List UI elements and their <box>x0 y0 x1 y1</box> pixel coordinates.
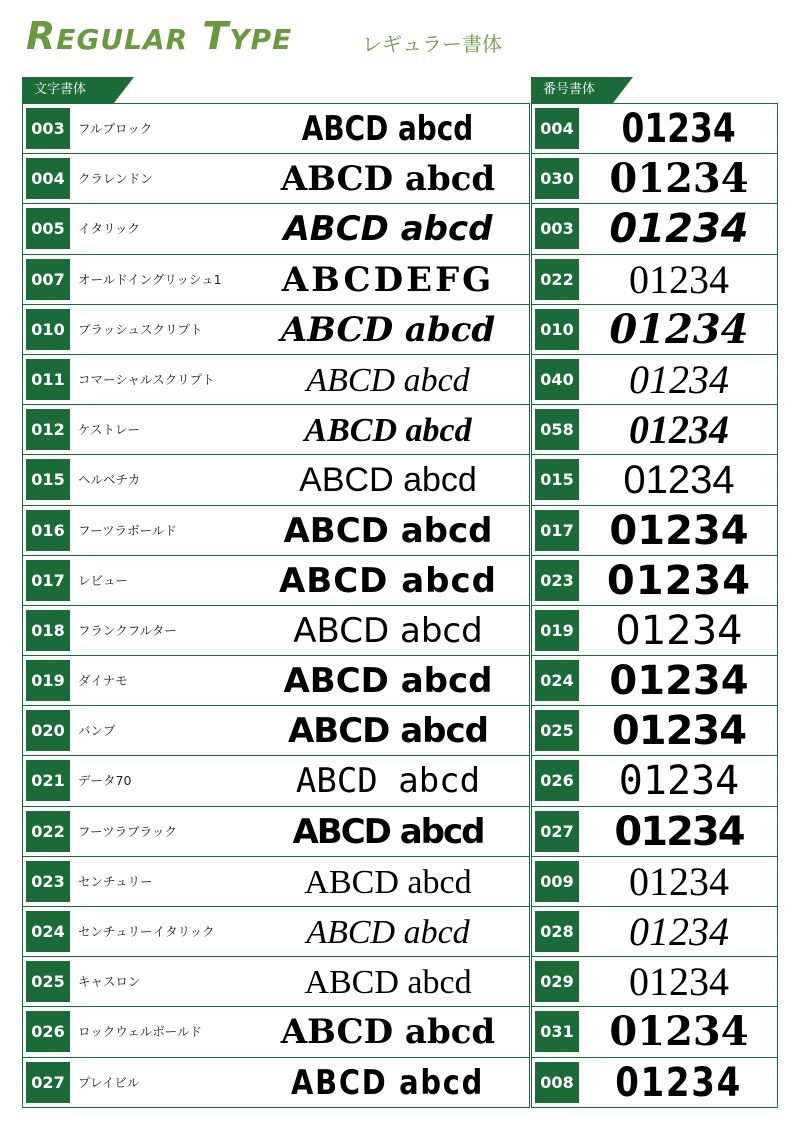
number-sample <box>584 807 774 857</box>
number-sample-text: 01234 <box>609 206 749 253</box>
font-sample-text: ABCD abcd <box>304 412 472 450</box>
number-sample-text: 01234 <box>629 909 729 954</box>
font-code: 016 <box>26 510 70 551</box>
font-sample <box>253 706 523 756</box>
number-font-row <box>532 455 777 505</box>
font-name: フルブロック <box>78 121 153 136</box>
font-code: 015 <box>535 459 579 500</box>
number-font-row <box>532 706 777 756</box>
font-sample-text: ABCD abcd <box>304 863 472 901</box>
font-sample-text: ABCD abcd <box>283 209 493 250</box>
letter-font-row <box>23 104 529 154</box>
font-code: 015 <box>26 459 70 500</box>
font-sample-text: ABCD abcd <box>304 964 472 1002</box>
font-code: 018 <box>26 610 70 651</box>
number-font-row <box>532 305 777 355</box>
number-sample <box>584 857 774 907</box>
font-sample <box>253 305 523 355</box>
font-code: 010 <box>26 309 70 350</box>
font-sample-text: ABCD abcd <box>283 510 493 551</box>
number-sample-text: 01234 <box>614 808 744 855</box>
number-font-row <box>532 556 777 606</box>
font-sample <box>253 656 523 706</box>
font-sample-text: ABCD abcd <box>280 159 496 200</box>
font-code: 025 <box>26 961 70 1002</box>
letter-font-row <box>23 756 529 806</box>
font-code: 030 <box>535 158 579 199</box>
letter-font-row <box>23 455 529 505</box>
number-font-row <box>532 355 777 405</box>
font-sample <box>253 355 523 405</box>
font-sample <box>253 807 523 857</box>
number-sample-text: 01234 <box>609 1008 749 1056</box>
number-font-row <box>532 204 777 254</box>
letter-font-row <box>23 204 529 254</box>
number-font-row <box>532 255 777 305</box>
number-sample-text: 01234 <box>629 407 729 453</box>
number-sample-text: 01234 <box>606 557 752 604</box>
letter-fonts-tab: 文字書体 <box>22 77 114 103</box>
font-sample <box>253 1058 523 1108</box>
number-sample <box>584 1007 774 1057</box>
number-sample <box>584 405 774 455</box>
letter-font-row <box>23 957 529 1007</box>
font-code: 027 <box>535 811 579 852</box>
number-sample <box>584 255 774 305</box>
letter-font-row <box>23 1007 529 1057</box>
font-code: 024 <box>535 660 579 701</box>
font-code: 004 <box>26 158 70 199</box>
number-font-row <box>532 1007 777 1057</box>
number-sample <box>584 455 774 505</box>
font-name: フーツラボールド <box>78 522 177 538</box>
number-font-row <box>532 957 777 1007</box>
number-font-row <box>532 857 777 907</box>
page-subtitle: レギュラー書体 <box>362 32 502 56</box>
letter-font-row <box>23 606 529 656</box>
letter-font-row <box>23 405 529 455</box>
number-font-row <box>532 154 777 204</box>
number-sample <box>584 907 774 957</box>
font-name: ケストレー <box>78 422 141 438</box>
font-code: 023 <box>26 861 70 902</box>
number-sample <box>584 556 774 606</box>
letter-font-row <box>23 154 529 204</box>
font-sample <box>253 756 523 806</box>
font-name: レビュー <box>78 572 129 588</box>
font-name: クラレンドン <box>78 171 153 187</box>
font-name: フーツラブラック <box>78 823 177 839</box>
font-name: ヘルベチカ <box>78 472 141 488</box>
number-sample-text: 01234 <box>609 155 749 203</box>
font-code: 031 <box>535 1011 579 1052</box>
font-sample <box>253 255 523 305</box>
font-code: 026 <box>26 1011 70 1052</box>
font-code: 022 <box>535 259 579 300</box>
font-name: センチュリー <box>78 873 153 889</box>
number-sample-text: 01234 <box>629 959 729 1005</box>
number-sample-text: 01234 <box>615 1059 743 1106</box>
font-sample <box>253 907 523 957</box>
font-name: キャスロン <box>78 974 141 990</box>
font-sample <box>253 556 523 606</box>
number-font-row <box>532 756 777 806</box>
font-code: 003 <box>535 208 579 249</box>
number-sample <box>584 756 774 806</box>
font-code: 019 <box>535 610 579 651</box>
font-sample-text: ABCD abcd <box>292 811 484 852</box>
font-name: バンプ <box>78 723 116 739</box>
font-code: 028 <box>535 911 579 952</box>
letter-font-row <box>23 706 529 756</box>
number-sample-text: 01234 <box>609 507 749 554</box>
number-sample <box>584 957 774 1007</box>
font-code: 019 <box>26 660 70 701</box>
letter-font-row <box>23 1058 529 1108</box>
letter-font-row <box>23 255 529 305</box>
number-sample-text: 01234 <box>609 658 749 705</box>
number-fonts-tab: 番号書体 <box>531 77 613 103</box>
font-code: 003 <box>26 108 70 149</box>
font-sample <box>253 857 523 907</box>
page-title: REGULAR TYPE <box>26 14 293 58</box>
font-name: フランクフルター <box>78 622 177 638</box>
font-code: 040 <box>535 359 579 400</box>
font-code: 004 <box>535 108 579 149</box>
number-sample <box>584 506 774 556</box>
number-sample <box>584 1058 774 1108</box>
font-name: イタリック <box>78 221 141 237</box>
font-name: データ70 <box>78 773 132 789</box>
font-code: 008 <box>535 1062 579 1103</box>
number-font-row <box>532 405 777 455</box>
number-font-row <box>532 807 777 857</box>
number-sample-text: 01234 <box>629 858 729 904</box>
font-code: 022 <box>26 811 70 852</box>
number-font-row <box>532 606 777 656</box>
font-sample-text: ABCDEFG <box>281 259 495 300</box>
font-code: 011 <box>26 359 70 400</box>
font-code: 027 <box>26 1062 70 1103</box>
font-code: 009 <box>535 861 579 902</box>
number-sample-text: 01234 <box>618 758 740 805</box>
number-sample <box>584 606 774 656</box>
font-code: 029 <box>535 961 579 1002</box>
font-code: 020 <box>26 710 70 751</box>
number-sample <box>584 204 774 254</box>
font-sample-text: ABCD abcd <box>293 610 483 651</box>
number-font-row <box>532 104 777 154</box>
font-code: 005 <box>26 208 70 249</box>
font-code: 024 <box>26 911 70 952</box>
letter-font-row <box>23 506 529 556</box>
font-sample-text: ABCD abcd <box>287 711 488 752</box>
font-sample <box>253 957 523 1007</box>
font-name: ロックウェルボールド <box>78 1024 203 1040</box>
font-sample-text: ABCD abcd <box>306 914 470 951</box>
letter-fonts-table <box>22 103 530 1108</box>
number-font-row <box>532 506 777 556</box>
font-sample-text: ABCD abcd <box>278 560 497 601</box>
font-code: 010 <box>535 309 579 350</box>
letter-font-row <box>23 355 529 405</box>
number-sample <box>584 706 774 756</box>
number-sample <box>584 305 774 355</box>
font-code: 021 <box>26 760 70 801</box>
font-sample <box>253 606 523 656</box>
number-sample-text: 01234 <box>629 256 729 302</box>
font-name: ダイナモ <box>78 673 128 689</box>
font-sample <box>253 405 523 455</box>
font-name: プレイビル <box>78 1074 140 1090</box>
font-name: センチュリーイタリック <box>78 924 215 939</box>
font-name: コマーシャルスクリプト <box>78 371 215 387</box>
font-sample-text: ABCD abcd <box>280 309 496 350</box>
font-code: 026 <box>535 760 579 801</box>
number-sample <box>584 355 774 405</box>
number-sample-text: 01234 <box>615 607 743 654</box>
font-code: 025 <box>535 710 579 751</box>
font-sample-text: ABCD abcd <box>299 461 477 500</box>
font-sample-text: ABCD abcd <box>295 761 481 802</box>
letter-font-row <box>23 857 529 907</box>
font-sample-text: ABCD abcd <box>291 1062 485 1103</box>
number-font-row <box>532 1058 777 1108</box>
font-sample <box>253 154 523 204</box>
number-sample <box>584 656 774 706</box>
font-code: 058 <box>535 409 579 450</box>
number-sample-text: 01234 <box>629 356 729 402</box>
number-sample-text: 01234 <box>611 708 747 755</box>
letter-font-row <box>23 656 529 706</box>
font-code: 012 <box>26 409 70 450</box>
font-sample-text: ABCD abcd <box>306 361 470 399</box>
font-sample-text: ABCD abcd <box>283 661 493 702</box>
font-code: 017 <box>26 560 70 601</box>
font-sample-text: ABCD abcd <box>280 1012 496 1053</box>
letter-font-row <box>23 305 529 355</box>
number-fonts-table <box>531 103 778 1108</box>
font-code: 007 <box>26 259 70 300</box>
font-code: 017 <box>535 510 579 551</box>
font-name: ブラッシュスクリプト <box>78 321 203 337</box>
font-sample <box>253 204 523 254</box>
font-sample <box>253 104 523 154</box>
font-code: 023 <box>535 560 579 601</box>
number-font-row <box>532 907 777 957</box>
number-sample-text: 01234 <box>621 106 737 152</box>
font-sample <box>253 506 523 556</box>
number-sample-text: 01234 <box>623 458 735 503</box>
font-sample <box>253 1007 523 1057</box>
number-sample <box>584 154 774 204</box>
font-name: オールドイングリッシュ1 <box>78 271 222 287</box>
number-sample-text: 01234 <box>609 305 749 353</box>
number-font-row <box>532 656 777 706</box>
letter-font-row <box>23 556 529 606</box>
letter-font-row <box>23 807 529 857</box>
font-sample-text: ABCD abcd <box>302 109 474 149</box>
font-sample <box>253 455 523 505</box>
letter-font-row <box>23 907 529 957</box>
number-sample <box>584 104 774 154</box>
